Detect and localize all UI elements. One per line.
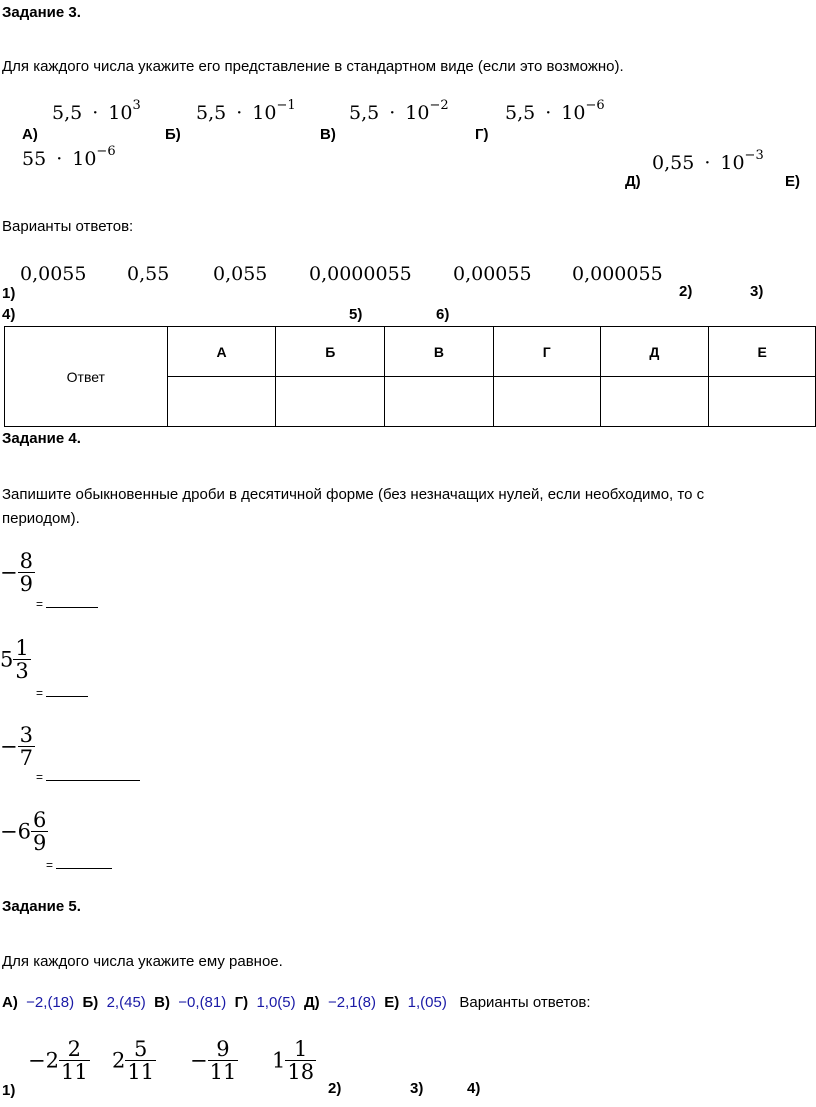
- t5-option-2: 2 $\frac{5}{11}$: [112, 1037, 155, 1085]
- answer-row-label: Ответ: [5, 327, 168, 427]
- t5-label-d: Д): [303, 994, 320, 1011]
- task5-instruction: Для каждого числа укажите ему равное.: [2, 953, 283, 970]
- t5-label-v: В): [154, 994, 170, 1011]
- option-4-label: 4): [2, 306, 16, 323]
- answer-cell-e[interactable]: [709, 377, 816, 427]
- expr-e: $0,55 \cdot 10^{-3}$: [652, 147, 764, 174]
- header-b: Б: [276, 327, 385, 377]
- fraction-item-1: − $\frac{8}{9}$: [0, 549, 33, 597]
- option-5-value: 0,00055: [453, 263, 532, 285]
- header-v: В: [385, 327, 494, 377]
- t5-label-e: Е): [384, 994, 400, 1011]
- t5-option-label-4: 4): [467, 1080, 481, 1097]
- expr-g: $5,5 \cdot 10^{-6}$: [505, 97, 605, 124]
- task3-instruction: Для каждого числа укажите его представление в стандартном виде (если это возможно).: [2, 58, 624, 75]
- option-1-label: 1): [2, 285, 16, 302]
- option-6-label: 6): [436, 306, 450, 323]
- answer-cell-a[interactable]: [167, 377, 276, 427]
- t5-option-4: 1 $\frac{1}{18}$: [272, 1037, 315, 1085]
- answer-cell-b[interactable]: [276, 377, 385, 427]
- label-b: Б): [165, 126, 181, 143]
- answer-cell-v[interactable]: [385, 377, 494, 427]
- option-6-value: 0,000055: [572, 263, 663, 285]
- option-5-label: 5): [349, 306, 363, 323]
- expr-a: $5,5 \cdot 10^3$: [52, 97, 141, 124]
- option-4-value: 0,0000055: [309, 263, 412, 285]
- fraction-item-3: − $\frac{3}{7}$: [0, 723, 33, 771]
- label-g: Г): [475, 126, 489, 143]
- option-3-label: 3): [750, 283, 764, 300]
- answer-line-4[interactable]: =: [46, 856, 112, 872]
- label-e: Е): [785, 173, 800, 190]
- answer-cell-g[interactable]: [493, 377, 600, 427]
- option-3-value: 0,055: [213, 263, 268, 285]
- expr-b: $5,5 \cdot 10^{-1}$: [196, 97, 296, 124]
- task4-instruction-line1: Запишите обыкновенные дроби в десятичной форме (без незначащих нулей, если необходимо, то с: [2, 486, 705, 503]
- t5-label-g: Г): [234, 994, 249, 1011]
- option-2-label: 2): [679, 283, 693, 300]
- task4-instruction-line2: периодом).: [2, 510, 80, 527]
- expr-v: $5,5 \cdot 10^{-2}$: [349, 97, 449, 124]
- t5-label-b: Б): [82, 994, 99, 1011]
- label-a: А): [22, 126, 38, 143]
- task5-title: Задание 5.: [2, 898, 81, 915]
- option-2-value: 0,55: [127, 263, 170, 285]
- expr-d: $55 \cdot 10^{-6}$: [22, 143, 116, 170]
- answer-line-2[interactable]: =: [36, 684, 88, 700]
- answer-table: [4, 326, 816, 427]
- answer-cell-d[interactable]: [600, 377, 709, 427]
- header-g: Г: [493, 327, 600, 377]
- t5-value-b: 2,(45): [106, 994, 146, 1011]
- fraction-item-2: 5 $\frac{1}{3}$: [0, 636, 29, 684]
- task3-title: Задание 3.: [2, 4, 81, 21]
- t5-option-label-3: 3): [410, 1080, 424, 1097]
- t5-option-1: −2 $\frac{2}{11}$: [28, 1037, 88, 1085]
- t5-option-3: − $\frac{9}{11}$: [190, 1037, 237, 1085]
- answer-line-3[interactable]: =: [36, 768, 140, 784]
- t5-option-label-1: 1): [2, 1082, 16, 1099]
- t5-answers-title: Варианты ответов:: [459, 994, 591, 1011]
- task3-answers-title: Варианты ответов:: [2, 218, 134, 235]
- task4-title: Задание 4.: [2, 430, 81, 447]
- task5-items: [2, 994, 591, 1011]
- t5-value-d: −2,1(8): [328, 994, 376, 1011]
- t5-value-e: 1,(05): [407, 994, 447, 1011]
- header-d: Д: [600, 327, 709, 377]
- t5-value-a: −2,(18): [26, 994, 75, 1011]
- t5-label-a: А): [2, 994, 18, 1011]
- answer-line-1[interactable]: =: [36, 595, 98, 611]
- t5-value-v: −0,(81): [178, 994, 227, 1011]
- t5-value-g: 1,0(5): [256, 994, 296, 1011]
- t5-option-label-2: 2): [328, 1080, 342, 1097]
- header-a: А: [167, 327, 276, 377]
- label-v: В): [320, 126, 336, 143]
- header-e: Е: [709, 327, 816, 377]
- label-d: Д): [625, 173, 641, 190]
- fraction-item-4: −6 $\frac{6}{9}$: [0, 808, 47, 856]
- option-1-value: 0,0055: [20, 263, 87, 285]
